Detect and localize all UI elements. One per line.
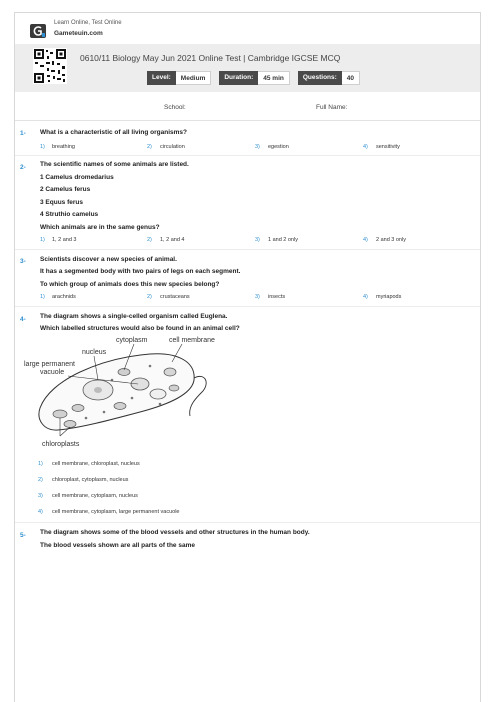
question-text: Scientists discover a new species of animal. [40,256,177,263]
question-text: To which group of animals does this new species belong? [40,281,220,288]
page-frame-top [14,12,481,13]
euglena-diagram [20,332,220,452]
duration-label: Duration: [219,71,258,85]
option-text[interactable]: 1, 2 and 4 [160,237,185,243]
chloroplast-shape [114,403,126,410]
option-number[interactable]: 3) [255,237,260,243]
question-text: Which labelled structures would also be found in an animal cell? [40,325,240,332]
option-text[interactable]: cell membrane, cytoplasm, large permanent vacuole [52,509,180,515]
level-pill [147,71,211,85]
option-number[interactable]: 2) [147,294,152,300]
option-number[interactable]: 3) [38,493,43,499]
question-text: The diagram shows some of the blood vessels and other structures in the human body. [40,529,310,536]
level-value: Medium [176,71,212,85]
chloroplast-shape [169,385,179,391]
nucleus-label: nucleus [82,349,107,356]
question-number: 2- [20,164,26,171]
level-label: Level: [147,71,176,85]
option-text[interactable]: egestion [268,144,289,150]
vacuole-shape [131,378,149,390]
option-text[interactable]: cell membrane, chloroplast, nucleus [52,461,140,467]
question-number: 4- [20,316,26,323]
option-text[interactable]: sensitivity [376,144,400,150]
full-name-field[interactable]: Full Name: [316,104,348,111]
option-number[interactable]: 2) [147,144,152,150]
option-text[interactable]: circulation [160,144,185,150]
question-text: The blood vessels shown are all parts of the same [40,542,195,549]
vacuole-label: vacuole [40,369,65,376]
header-divider [15,120,480,121]
chloroplast-shape [64,421,76,428]
chloroplasts-label: chloroplasts [42,441,80,448]
option-number[interactable]: 2) [147,237,152,243]
question-text: 1 Camelus dromedarius [40,174,114,181]
question-text: What is a characteristic of all living organisms? [40,129,188,136]
question-divider [15,155,480,156]
vacuole-label: large permanent [24,361,75,368]
option-text[interactable]: 1, 2 and 3 [52,237,77,243]
question-number: 5- [20,532,26,539]
option-text[interactable]: crustaceans [160,294,190,300]
option-text[interactable]: insects [268,294,286,300]
option-text[interactable]: arachnids [52,294,76,300]
option-text[interactable]: breathing [52,144,75,150]
question-divider [15,249,480,250]
question-text: The scientific names of some animals are listed. [40,161,189,168]
page-frame-left [14,12,15,702]
question-number: 1- [20,130,26,137]
nucleolus-shape [94,387,102,393]
brand-tagline: Learn Online, Test Online [54,20,122,26]
question-text: It has a segmented body with two pairs of legs on each segment. [40,268,241,275]
option-number[interactable]: 4) [363,237,368,243]
option-text[interactable]: myriapods [376,294,402,300]
question-number: 3- [20,258,26,265]
questions-pill [298,71,360,85]
option-number[interactable]: 1) [38,461,43,467]
question-divider [15,522,480,523]
cell-membrane-label: cell membrane [169,337,215,344]
question-text: The diagram shows a single-celled organism called Euglena. [40,313,228,320]
cytoplasm-label: cytoplasm [116,337,148,344]
duration-value: 45 min [258,71,290,85]
question-divider [15,306,480,307]
option-number[interactable]: 4) [38,509,43,515]
questions-label: Questions: [298,71,342,85]
option-text[interactable]: cell membrane, cytoplasm, nucleus [52,493,138,499]
duration-pill [219,71,289,85]
option-number[interactable]: 3) [255,294,260,300]
option-number[interactable]: 3) [255,144,260,150]
option-number[interactable]: 2) [38,477,43,483]
option-number[interactable]: 1) [40,237,45,243]
chloroplast-shape [72,405,84,412]
test-title: 0610/11 Biology May Jun 2021 Online Test | Cambridge IGCSE MCQ [80,53,341,63]
question-text: Which animals are in the same genus? [40,224,160,231]
page-frame-right [480,12,481,702]
option-number[interactable]: 1) [40,294,45,300]
test-info-pills [147,71,368,85]
question-text: 3 Equus ferus [40,199,83,206]
vacuole-shape [150,389,166,399]
option-text[interactable]: 2 and 3 only [376,237,406,243]
qr-code-icon[interactable] [33,48,67,84]
option-number[interactable]: 4) [363,144,368,150]
option-number[interactable]: 1) [40,144,45,150]
school-field[interactable]: School: [164,104,186,111]
brand-site[interactable]: Gameteuin.com [54,30,103,37]
option-number[interactable]: 4) [363,294,368,300]
option-text[interactable]: chloroplast, cytoplasm, nucleus [52,477,129,483]
option-text[interactable]: 1 and 2 only [268,237,298,243]
organelle-shape [164,368,176,376]
question-text: 4 Struthio camelus [40,211,99,218]
gameteuin-logo-icon [30,24,46,38]
question-text: 2 Camelus ferus [40,186,91,193]
questions-value: 40 [342,71,360,85]
chloroplast-shape [53,410,67,418]
